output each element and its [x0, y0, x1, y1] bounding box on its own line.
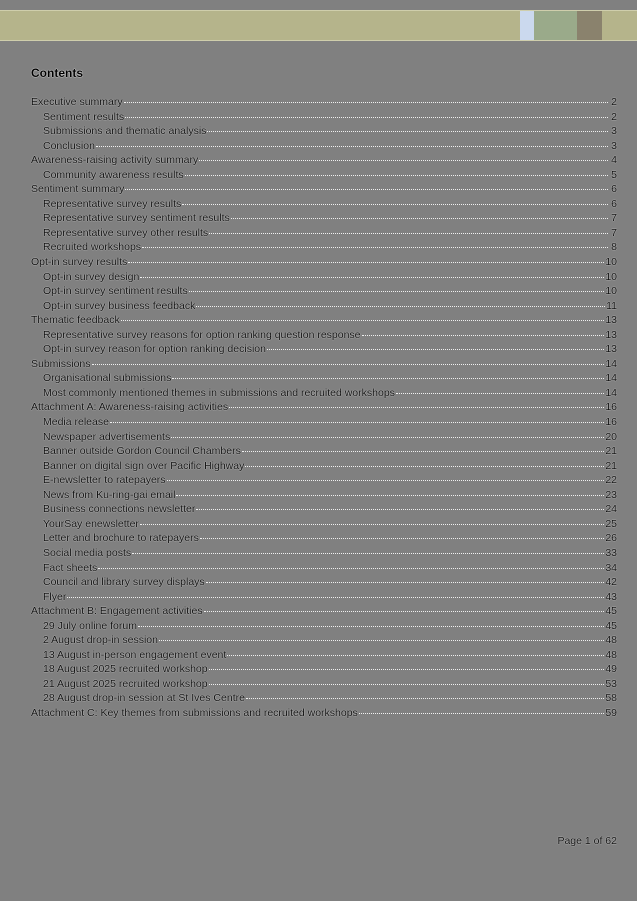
toc-entry-label[interactable]: 29 July online forum [43, 619, 137, 632]
toc-entry-page-number[interactable]: 34 [605, 561, 617, 574]
toc-dot-leader [209, 233, 608, 234]
toc-entry-label[interactable]: Banner on digital sign over Pacific Highway [43, 459, 245, 472]
toc-dot-leader [200, 538, 604, 539]
toc-entry-page-number[interactable]: 45 [605, 605, 617, 618]
toc-entry[interactable] [31, 400, 617, 415]
toc-entry-page-number[interactable]: 7 [611, 212, 617, 225]
toc-entry[interactable] [31, 517, 617, 532]
toc-entry[interactable] [31, 313, 617, 328]
toc-entry[interactable] [31, 110, 617, 125]
toc-entry[interactable] [31, 357, 617, 372]
toc-entry-label[interactable]: Council and library survey displays [43, 576, 205, 589]
toc-entry[interactable] [31, 473, 617, 488]
toc-dot-leader [196, 306, 605, 307]
toc-dot-leader [209, 669, 605, 670]
toc-entry-label[interactable]: Thematic feedback [31, 314, 120, 327]
toc-dot-leader [124, 102, 608, 103]
toc-entry-label[interactable]: Opt-in survey results [31, 256, 128, 269]
toc-entry-page-number[interactable]: 33 [605, 546, 617, 559]
toc-entry-page-number[interactable]: 13 [605, 343, 617, 356]
toc-entry-page-number[interactable]: 45 [605, 619, 617, 632]
toc-dot-leader [199, 160, 608, 161]
toc-dot-leader [176, 495, 604, 496]
toc-entry-page-number[interactable]: 13 [605, 314, 617, 327]
toc-dot-leader [207, 131, 608, 132]
toc-dot-leader [245, 466, 604, 467]
toc-dot-leader [121, 320, 605, 321]
toc-entry-label[interactable]: Organisational submissions [43, 372, 172, 385]
toc-dot-leader [267, 349, 604, 350]
toc-entry-page-number[interactable]: 21 [605, 445, 617, 458]
toc-dot-leader [206, 582, 605, 583]
toc-entry-label[interactable]: Flyer [43, 590, 67, 603]
header-color-bar [0, 10, 637, 41]
toc-entry-label[interactable]: Sentiment summary [31, 183, 125, 196]
toc-dot-leader [132, 553, 604, 554]
toc-entry-label[interactable]: Representative survey other results [43, 226, 209, 239]
toc-entry[interactable] [31, 371, 617, 386]
contents-title: Contents [31, 66, 83, 80]
toc-entry[interactable] [31, 502, 617, 517]
toc-entry-page-number[interactable]: 58 [605, 692, 617, 705]
toc-dot-leader [362, 335, 605, 336]
toc-dot-leader [125, 189, 608, 190]
toc-entry[interactable] [31, 284, 617, 299]
toc-entry[interactable] [31, 590, 617, 605]
toc-entry[interactable] [31, 197, 617, 212]
toc-entry-page-number[interactable]: 10 [605, 256, 617, 269]
toc-entry-label[interactable]: Recruited workshops [43, 241, 142, 254]
toc-dot-leader [171, 437, 604, 438]
toc-entry[interactable] [31, 706, 617, 721]
toc-entry-label[interactable]: Opt-in survey business feedback [43, 299, 196, 312]
toc-entry-page-number[interactable]: 4 [611, 154, 617, 167]
toc-dot-leader [204, 611, 605, 612]
toc-entry-page-number[interactable]: 14 [605, 386, 617, 399]
toc-entry-label[interactable]: Newspaper advertisements [43, 430, 171, 443]
toc-entry-page-number[interactable]: 48 [605, 648, 617, 661]
toc-entry-label[interactable]: 21 August 2025 recruited workshop [43, 677, 208, 690]
toc-entry-page-number[interactable]: 16 [605, 401, 617, 414]
header-segment-brown [577, 11, 602, 40]
toc-dot-leader [196, 509, 604, 510]
header-segment-olive-end [602, 11, 637, 40]
toc-entry-page-number[interactable]: 11 [606, 299, 617, 312]
toc-entry-label[interactable]: Representative survey sentiment results [43, 212, 230, 225]
toc-entry-page-number[interactable]: 26 [605, 532, 617, 545]
toc-entry[interactable] [31, 415, 617, 430]
toc-dot-leader [140, 277, 604, 278]
toc-entry-label[interactable]: News from Ku-ring-gai email [43, 488, 176, 501]
toc-entry[interactable] [31, 270, 617, 285]
toc-dot-leader [246, 698, 604, 699]
toc-entry-page-number[interactable]: 8 [611, 241, 617, 254]
toc-entry[interactable] [31, 604, 617, 619]
toc-entry-label[interactable]: Submissions and thematic analysis [43, 125, 207, 138]
toc-entry[interactable] [31, 662, 617, 677]
toc-entry-page-number[interactable]: 14 [605, 372, 617, 385]
toc-entry-page-number[interactable]: 3 [611, 139, 617, 152]
toc-entry-label[interactable]: Attachment C: Key themes from submissions and recruited workshops [31, 706, 358, 719]
toc-entry-page-number[interactable]: 13 [605, 328, 617, 341]
toc-entry-page-number[interactable]: 6 [611, 197, 617, 210]
toc-dot-leader [67, 597, 604, 598]
toc-dot-leader [209, 684, 605, 685]
toc-dot-leader [231, 218, 608, 219]
toc-dot-leader [167, 480, 605, 481]
toc-dot-leader [182, 204, 608, 205]
toc-entry-page-number[interactable]: 16 [605, 416, 617, 429]
toc-entry-page-number[interactable]: 5 [611, 168, 617, 181]
toc-entry[interactable] [31, 459, 617, 474]
toc-dot-leader [227, 655, 604, 656]
toc-entry-page-number[interactable]: 24 [605, 503, 617, 516]
toc-dot-leader [185, 175, 608, 176]
toc-entry-label[interactable]: Social media posts [43, 546, 132, 559]
toc-entry[interactable] [31, 648, 617, 663]
toc-entry-label[interactable]: Representative survey reasons for option ranking question response [43, 328, 361, 341]
toc-entry-page-number[interactable]: 48 [605, 634, 617, 647]
toc-entry-page-number[interactable]: 42 [605, 576, 617, 589]
toc-dot-leader [159, 640, 604, 641]
toc-entry-page-number[interactable]: 2 [611, 110, 617, 123]
toc-entry[interactable] [31, 633, 617, 648]
toc-entry-label[interactable]: Letter and brochure to ratepayers [43, 532, 199, 545]
toc-entry-page-number[interactable]: 2 [611, 96, 617, 108]
toc-entry-label[interactable]: Most commonly mentioned themes in submissions and recruited workshops [43, 386, 395, 399]
header-segment-olive [0, 11, 520, 40]
toc-dot-leader [189, 291, 605, 292]
toc-entry[interactable] [31, 561, 617, 576]
toc-dot-leader [110, 422, 604, 423]
toc-dot-leader [92, 364, 605, 365]
toc-entry[interactable] [31, 211, 617, 226]
toc-entry-page-number[interactable]: 6 [611, 183, 617, 196]
toc-entry-label[interactable]: Banner outside Gordon Council Chambers [43, 445, 241, 458]
toc-dot-leader [96, 146, 608, 147]
toc-dot-leader [98, 568, 604, 569]
toc-entry-page-number[interactable]: 43 [605, 590, 617, 603]
toc-entry[interactable] [31, 139, 617, 154]
toc-entry-page-number[interactable]: 10 [605, 285, 617, 298]
toc-entry[interactable] [31, 488, 617, 503]
toc-entry-page-number[interactable]: 20 [605, 430, 617, 443]
toc-entry-page-number[interactable]: 23 [605, 488, 617, 501]
toc-entry[interactable] [31, 95, 617, 110]
toc-entry-label[interactable]: YourSay enewsletter [43, 517, 139, 530]
toc-entry-page-number[interactable]: 21 [605, 459, 617, 472]
toc-dot-leader [172, 378, 604, 379]
toc-entry[interactable] [31, 444, 617, 459]
toc-entry-page-number[interactable]: 14 [605, 357, 617, 370]
toc-entry-label[interactable]: Submissions [31, 357, 91, 370]
toc-entry[interactable] [31, 240, 617, 255]
toc-entry[interactable] [31, 255, 617, 270]
toc-entry-label[interactable]: Conclusion [43, 139, 95, 152]
toc-entry-label[interactable]: Attachment B: Engagement activities [31, 605, 203, 618]
toc-entry-label[interactable]: Executive summary [31, 96, 123, 108]
toc-entry[interactable] [31, 575, 617, 590]
toc-entry[interactable] [31, 619, 617, 634]
toc-entry-page-number[interactable]: 25 [605, 517, 617, 530]
toc-entry[interactable] [31, 299, 617, 314]
toc-entry-label[interactable]: Attachment A: Awareness-raising activities [31, 401, 229, 414]
toc-entry-label[interactable]: Community awareness results [43, 168, 184, 181]
toc-entry[interactable] [31, 386, 617, 401]
toc-entry-label[interactable]: 28 August drop-in session at St Ives Centre [43, 692, 245, 705]
toc-entry-label[interactable]: 13 August in-person engagement event [43, 648, 227, 661]
toc-dot-leader [128, 262, 604, 263]
toc-dot-leader [229, 407, 604, 408]
toc-entry-page-number[interactable]: 49 [605, 663, 617, 676]
toc-entry-label[interactable]: Opt-in survey design [43, 270, 140, 283]
toc-entry-label[interactable]: Opt-in survey reason for option ranking decision [43, 343, 266, 356]
toc-entry[interactable] [31, 691, 617, 706]
toc-dot-leader [242, 451, 604, 452]
toc-entry[interactable] [31, 226, 617, 241]
toc-entry-label[interactable]: Sentiment results [43, 110, 125, 123]
toc-dot-leader [138, 626, 604, 627]
toc-entry[interactable] [31, 546, 617, 561]
toc-entry[interactable] [31, 677, 617, 692]
toc-entry[interactable] [31, 328, 617, 343]
toc-entry-label[interactable]: 18 August 2025 recruited workshop [43, 663, 208, 676]
header-segment-green [534, 11, 577, 40]
toc-entry[interactable] [31, 168, 617, 183]
toc-entry-label[interactable]: E-newsletter to ratepayers [43, 474, 166, 487]
toc-entry[interactable] [31, 124, 617, 139]
toc-entry-page-number[interactable]: 53 [605, 677, 617, 690]
toc-entry[interactable] [31, 182, 617, 197]
toc-entry-label[interactable]: Awareness-raising activity summary [31, 154, 199, 167]
toc-dot-leader [125, 117, 608, 118]
toc-dot-leader [142, 247, 608, 248]
table-of-contents [31, 95, 617, 721]
toc-entry-page-number[interactable]: 59 [605, 706, 617, 719]
toc-dot-leader [396, 393, 604, 394]
toc-entry-label[interactable]: Business connections newsletter [43, 503, 196, 516]
toc-entry-label[interactable]: Representative survey results [43, 197, 182, 210]
toc-dot-leader [140, 524, 604, 525]
toc-entry-label[interactable]: Media release [43, 416, 109, 429]
toc-entry-page-number[interactable]: 3 [611, 125, 617, 138]
toc-entry-page-number[interactable]: 7 [611, 226, 617, 239]
toc-entry-page-number[interactable]: 10 [605, 270, 617, 283]
toc-entry-label[interactable]: Fact sheets [43, 561, 98, 574]
header-segment-light-blue [520, 11, 534, 40]
toc-entry-label[interactable]: Opt-in survey sentiment results [43, 285, 188, 298]
toc-entry[interactable] [31, 153, 617, 168]
toc-entry-page-number[interactable]: 22 [605, 474, 617, 487]
toc-entry[interactable] [31, 342, 617, 357]
toc-dot-leader [359, 713, 605, 714]
toc-entry[interactable] [31, 430, 617, 445]
page-number: Page 1 of 62 [557, 835, 617, 847]
toc-entry-label[interactable]: 2 August drop-in session [43, 634, 158, 647]
toc-entry[interactable] [31, 531, 617, 546]
